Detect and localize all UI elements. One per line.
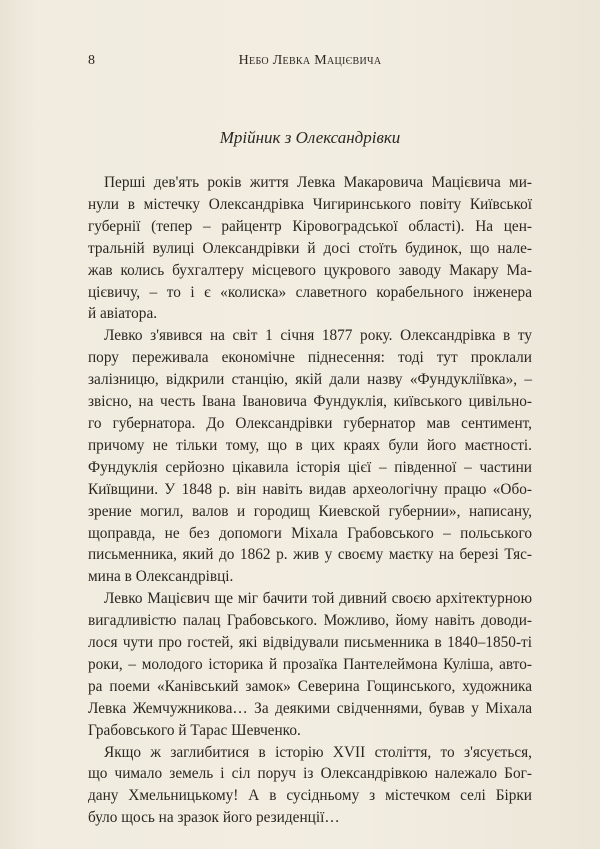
text-line: причому не тільки тому, що в цих краях були його маєтності. <box>88 436 532 454</box>
running-head: Небо Левка Мацієвича <box>238 53 382 68</box>
text-line: було щось на зразок його резиденції… <box>88 809 340 827</box>
section-title: Мрійник з Олександрівки <box>219 128 401 147</box>
text-line: лося чути про гостей, які відвідували письменника в 1840–1850-ті <box>88 634 532 652</box>
text-line: Левка Жемчужникова… За деякими свідченнями, бував у Міхала <box>88 699 532 717</box>
text-line: тральній вулиці Олександрівки й досі стоїть будинок, що нале- <box>88 239 532 257</box>
text-line: Левко з'явився на світ 1 січня 1877 року. Олександрівка в ту <box>104 327 532 345</box>
text-line: роки, – молодого історика й прозаїка Пантелеймона Куліша, авто- <box>88 655 532 673</box>
text-line: зрение могил, валов и городищ Киевской губернии», написану, <box>88 502 532 520</box>
page-header <box>88 53 532 73</box>
text-line: Київщини. У 1848 р. він навіть видав археологічну працю «Обо- <box>88 480 532 498</box>
paragraph-4 <box>88 742 532 830</box>
text-line: Фундуклія серйозно цікавила історія цієї – південної – частини <box>88 458 532 476</box>
text-line: ра поеми «Канівський замок» Северина Гощинського, художника <box>88 677 532 695</box>
paragraph-1 <box>88 172 532 325</box>
paragraph-3 <box>88 588 532 741</box>
text-line: звісно, на честь Івана Івановича Фундуклія, київського цивільно- <box>88 393 532 411</box>
text-line: Левко Мацієвич ще міг бачити той дивний своєю архітектурною <box>104 590 532 608</box>
text-line: щоправда, не без допомоги Міхала Грабовського – польського <box>88 524 532 542</box>
text-line: дану Хмельницькому! А в сусідньому з містечком селі Бірки <box>88 787 532 805</box>
text-line: що чимало земель і сіл поруч із Олександрівкою належало Бог- <box>88 765 532 783</box>
text-line: письменника, який до 1862 р. жив у своєму маєтку на березі Тяс- <box>88 546 532 564</box>
text-line: губернії (тепер – райцентр Кіровоградської області). На цен- <box>88 217 532 235</box>
text-line: мина в Олександрівці. <box>88 568 234 586</box>
text-line: вигадливістю палац Грабовського. Можливо, йому навіть доводи- <box>88 612 532 630</box>
text-line: жав колись бухгалтеру місцевого цукрового заводу Макару Ма- <box>88 261 532 279</box>
text-line: го губернатора. До Олександрівки губернатор мав сентимент, <box>88 414 532 432</box>
text-line: Грабовського й Тарас Шевченко. <box>88 721 301 739</box>
text-line: пору переживала економічне піднесення: тоді тут проклали <box>88 349 532 367</box>
text-line: нули в містечку Олександрівка Чигиринського повіту Київської <box>88 195 532 213</box>
text-line: Якщо ж заглибитися в історію XVII століття, то з'ясується, <box>104 743 532 761</box>
text-line: Перші дев'ять років життя Левка Макаровича Мацієвича ми- <box>104 174 532 191</box>
text-line: й авіатора. <box>88 305 158 323</box>
paragraph-2 <box>88 325 532 588</box>
page-number: 8 <box>88 53 95 68</box>
text-line: залізницю, відкрили станцію, якій дали назву «Фундукліївка», – <box>88 371 532 389</box>
body-text <box>88 172 532 829</box>
text-line: цієвичу, – то і є «колиска» славетного корабельного інженера <box>88 283 532 301</box>
